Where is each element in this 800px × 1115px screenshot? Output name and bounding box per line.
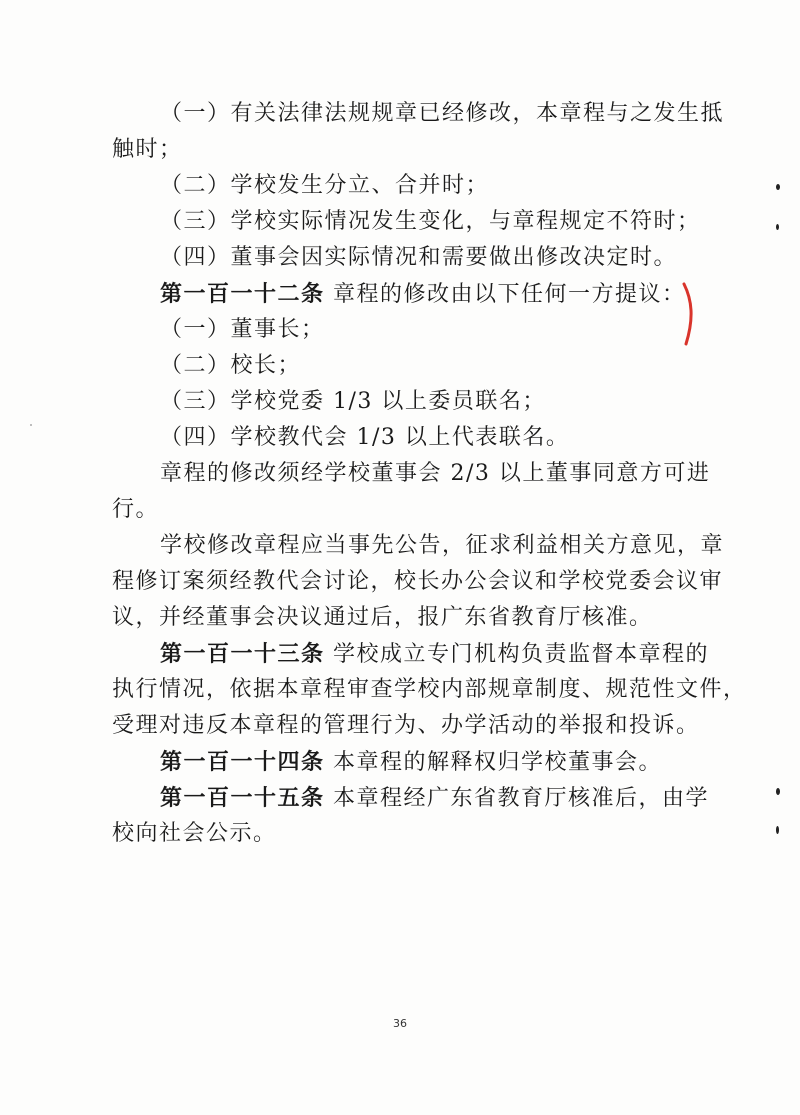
article-114 (112, 744, 692, 780)
article-112-title: 第一百一十二条 (160, 281, 325, 307)
scan-dot (776, 224, 779, 230)
approval-line: 行。 (112, 497, 160, 522)
procedure-line: 程修订案须经教代会讨论，校长办公会议和学校党委会议审 (112, 569, 724, 594)
article-113-text: 学校成立专门机构负责监督本章程的 (324, 642, 710, 667)
article-115-title: 第一百一十五条 (160, 785, 325, 811)
scan-dot (30, 424, 32, 426)
proposer-item: （一）董事长； (160, 317, 325, 342)
article-114-text: 本章程的解释权归学校董事会。 (324, 750, 663, 775)
article-112-text: 章程的修改由以下任何一方提议： (324, 282, 686, 307)
article-113-line: 受理对违反本章程的管理行为、办学活动的举报和投诉。 (112, 713, 700, 738)
procedure-line: 学校修改章程应当事先公告，征求利益相关方意见，章 (160, 533, 725, 558)
clause-line: （二）学校发生分立、合并时； (160, 173, 490, 198)
proposer-item: （二）校长； (160, 353, 302, 378)
scan-dot (776, 788, 780, 795)
article-113-line: 执行情况，依据本章程审查学校内部规章制度、规范性文件， (112, 677, 747, 702)
article-115-text: 本章程经广东省教育厅核准后，由学 (324, 786, 710, 811)
proposer-item: （三）学校党委 1/3 以上委员联名； (160, 389, 546, 414)
red-binding-mark (682, 282, 696, 346)
article-113-title: 第一百一十三条 (160, 641, 325, 667)
article-115-line: 校向社会公示。 (112, 821, 277, 846)
proposer-item: （四）学校教代会 1/3 以上代表联名。 (160, 425, 570, 450)
article-112 (112, 276, 692, 312)
document-body (112, 96, 747, 852)
clause-line: 触时； (112, 137, 183, 162)
clause-line: （一）有关法律法规规章已经修改，本章程与之发生抵 (160, 101, 725, 126)
scan-dot (776, 184, 780, 190)
article-114-title: 第一百一十四条 (160, 749, 325, 775)
article-115 (112, 780, 710, 816)
procedure-line: 议，并经董事会决议通过后，报广东省教育厅核准。 (112, 605, 653, 630)
clause-line: （四）董事会因实际情况和需要做出修改决定时。 (160, 245, 678, 270)
scan-dot (776, 826, 779, 834)
article-113 (112, 636, 710, 672)
clause-line: （三）学校实际情况发生变化，与章程规定不符时； (160, 209, 701, 234)
page-number: 36 (393, 1017, 407, 1030)
approval-line: 章程的修改须经学校董事会 2/3 以上董事同意方可进 (160, 461, 711, 486)
